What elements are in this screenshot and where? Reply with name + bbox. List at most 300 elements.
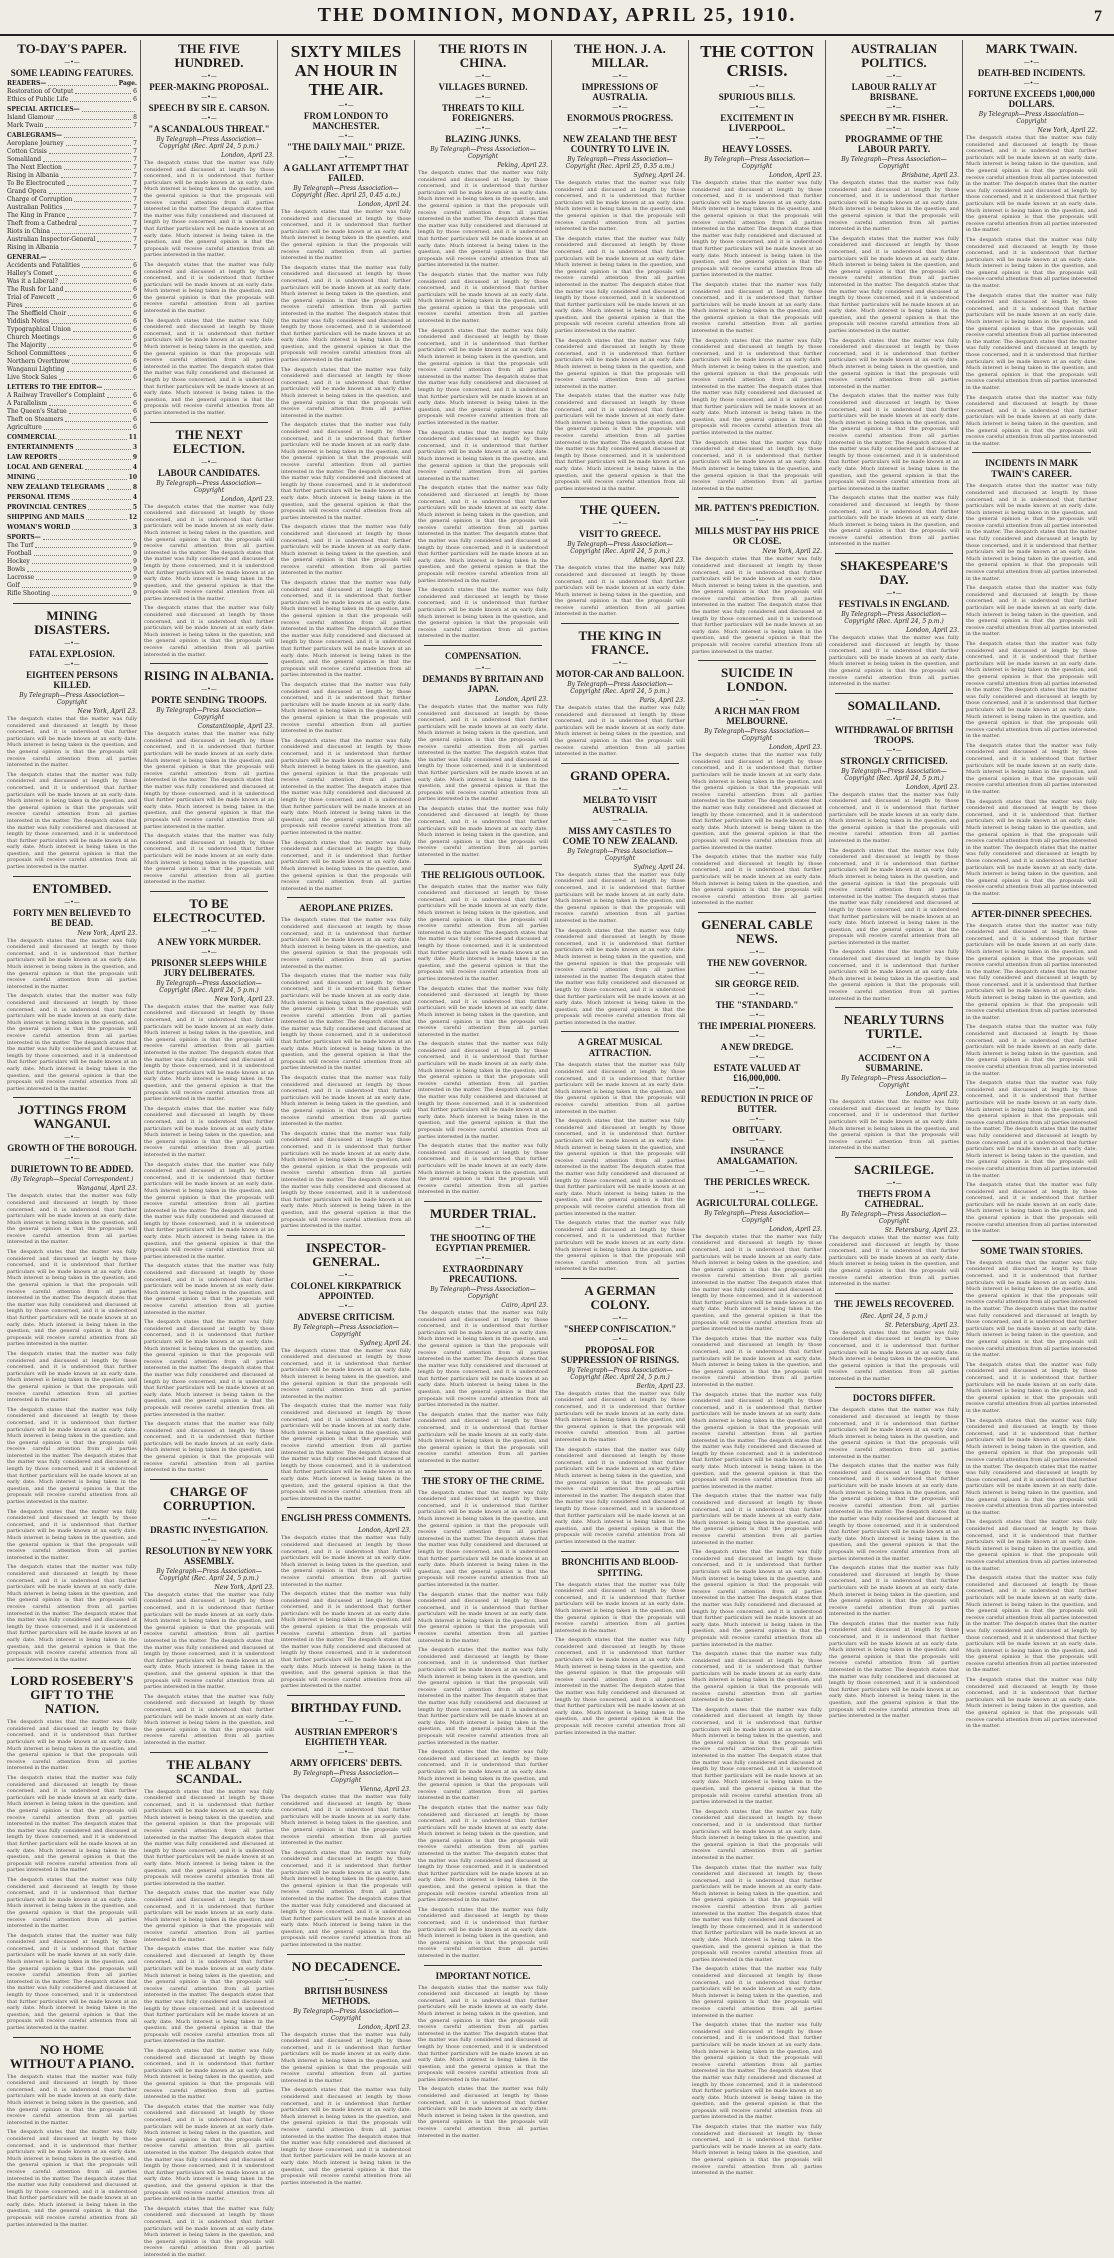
article-paragraph: The despatch states that the matter was fully considered and discussed at length by those concerned, and it is understood that further particulars will be made known at an early date. Much interest is being taken in the question, and the general opinion is that the proposals will receive careful attention from all parties interested in the matter. (7, 1193, 137, 1246)
article (144, 891, 274, 1474)
index-page: 5 (133, 504, 137, 512)
article-paragraph: The despatch states that the matter was fully considered and discussed at length by those concerned, and it is understood that further particulars will be made known at an early date. Much interest is being taken in the question, and the general opinion is that the proposals will receive careful attention from all parties interested in the matter. The despatch states that the matter was fully considered and discussed at length by those concerned, and it is understood that further particulars will be made known at an early date. Much interest is being taken in the question, and the general opinion is that the proposals will receive careful attention from all parties interested in the matter. (555, 1118, 685, 1217)
index-page: 6 (133, 350, 137, 358)
article-place-date: London, April 23. (144, 496, 274, 503)
article-paragraph: The despatch states that the matter was fully considered and discussed at length by those concerned, and it is understood that further particulars will be made known at an early date. Much interest is being taken in the question, and the general opinion is that the proposals will receive careful attention from all parties interested in the matter. The despatch states that the matter was fully considered and discussed at length by those concerned, and it is understood that further particulars will be made known at an early date. Much interest is being taken in the question, and the general opinion is that the proposals will receive careful attention from all parties interested in the matter. (281, 2087, 411, 2186)
article-divider (150, 663, 268, 664)
article-divider (972, 1240, 1091, 1241)
ornament-rule: —•— (281, 102, 411, 109)
article-paragraph: The despatch states that the matter was fully considered and discussed at length by those concerned, and it is understood that further particulars will be made known at an early date. Much interest is being taken in the question, and the general opinion is that the proposals will receive careful attention from all parties interested in the matter. (555, 1062, 685, 1115)
article-subheading: COLONEL KIRKPATRICK APPOINTED. (281, 1281, 411, 1301)
index-label: The Majority (7, 342, 46, 350)
article-subheading: BLAZING JUNKS. (418, 134, 548, 144)
article-headline: THE NEXT ELECTION. (144, 428, 274, 456)
index-label: A Parallelism (7, 400, 47, 408)
article-divider (835, 1387, 953, 1388)
article-subheading: PROPOSAL FOR SUPPRESSION OF RISINGS. (555, 1345, 685, 1365)
article-headline: DOCTORS DIFFER. (829, 1393, 959, 1404)
index-leader (67, 212, 131, 218)
article-subheading: THE PERICLES WRECK. (692, 1177, 822, 1187)
index-label: SPECIAL ARTICLES— (7, 106, 80, 114)
article-headline: SOME TWAIN STORIES. (966, 1246, 1097, 1257)
index-label: Island Glamour (7, 114, 54, 122)
article-paragraph: The despatch states that the matter was fully considered and discussed at length by those concerned, and it is understood that further particulars will be made known at an early date. Much interest is being taken in the question, and the general opinion is that the proposals will receive careful attention from all parties interested in the matter. (418, 430, 548, 483)
article-paragraph: The despatch states that the matter was fully considered and discussed at length by those concerned, and it is understood that further particulars will be made known at an early date. Much interest is being taken in the question, and the general opinion is that the proposals will receive careful attention from all parties interested in the matter. The despatch states that the matter was fully considered and discussed at length by those concerned, and it is understood that further particulars will be made known at an early date. Much interest is being taken in the question, and the general opinion is that the proposals will receive careful attention from all parties interested in the matter. (418, 884, 548, 983)
article-paragraph: The despatch states that the matter was fully considered and discussed at length by those concerned, and it is understood that further particulars will be made known at an early date. Much interest is being taken in the question, and the general opinion is that the proposals will receive careful attention from all parties interested in the matter. The despatch states that the matter was fully considered and discussed at length by those concerned, and it is understood that further particulars will be made known at an early date. Much interest is being taken in the question, and the general opinion is that the proposals will receive careful attention from all parties interested in the matter. (829, 848, 959, 947)
index-label: School Committees (7, 350, 66, 358)
article (555, 763, 685, 1027)
index-leader (35, 542, 131, 548)
article-paragraph: The despatch states that the matter was fully considered and discussed at length by those concerned, and it is understood that further particulars will be made known at an early date. Much interest is being taken in the question, and the general opinion is that the proposals will receive careful attention from all parties interested in the matter. (7, 1719, 137, 1772)
article-paragraph: The despatch states that the matter was fully considered and discussed at length by those concerned, and it is understood that further particulars will be made known at an early date. Much interest is being taken in the question, and the general opinion is that the proposals will receive careful attention from all parties interested in the matter. (692, 440, 822, 493)
article-paragraph: The despatch states that the matter was fully considered and discussed at length by those concerned, and it is understood that further particulars will be made known at an early date. Much interest is being taken in the question, and the general opinion is that the proposals will receive careful attention from all parties interested in the matter. The despatch states that the matter was fully considered and discussed at length by those concerned, and it is understood that further particulars will be made known at an early date. Much interest is being taken in the question, and the general opinion is that the proposals will receive careful attention from all parties interested in the matter. (144, 318, 274, 417)
article-dateline: By Telegraph—Press Association—Copyright (Rec. April 25, 0.45 a.m.) (281, 185, 411, 199)
index-label: Bowls (7, 566, 25, 574)
article-subheading: THEFTS FROM A CATHEDRAL. (829, 1189, 959, 1209)
article-paragraph: The despatch states that the matter was fully considered and discussed at length by those concerned, and it is understood that further particulars will be made known at an early date. Much interest is being taken in the question, and the general opinion is that the proposals will receive careful attention from all parties interested in the matter. The despatch states that the matter was fully considered and discussed at length by those concerned, and it is understood that further particulars will be made known at an early date. Much interest is being taken in the question, and the general opinion is that the proposals will receive careful attention from all parties interested in the matter. (966, 1418, 1097, 1517)
article-paragraph: The despatch states that the matter was fully considered and discussed at length by those concerned, and it is understood that further particulars will be made known at an early date. Much interest is being taken in the question, and the general opinion is that the proposals will receive careful attention from all parties interested in the matter. (966, 743, 1097, 796)
index-leader (36, 574, 131, 580)
index-label: Somaliland (7, 156, 41, 164)
article-dateline: By Telegraph—Press Association—Copyright (829, 156, 959, 170)
article-subheading: LABOUR CANDIDATES. (144, 468, 274, 478)
article-paragraph: The despatch states that the matter was fully considered and discussed at length by those concerned, and it is understood that further particulars will be made known at an early date. Much interest is being taken in the question, and the general opinion is that the proposals will receive careful attention from all parties interested in the matter. The despatch states that the matter was fully considered and discussed at length by those concerned, and it is understood that further particulars will be made known at an early date. Much interest is being taken in the question, and the general opinion is that the proposals will receive careful attention from all parties interested in the matter. (829, 1463, 959, 1562)
article-paragraph: The despatch states that the matter was fully considered and discussed at length by those concerned, and it is understood that further particulars will be made known at an early date. Much interest is being taken in the question, and the general opinion is that the proposals will receive careful attention from all parties interested in the matter. (418, 806, 548, 859)
ornament-rule: —•— (418, 1255, 548, 1262)
article-headline: NO DECADENCE. (281, 1960, 411, 1974)
ornament-rule: —•— (692, 1033, 822, 1040)
index-entry (7, 326, 137, 334)
article-paragraph: The despatch states that the matter was fully considered and discussed at length by those concerned, and it is understood that further particulars will be made known at an early date. Much interest is being taken in the question, and the general opinion is that the proposals will receive careful attention from all parties interested in the matter. The despatch states that the matter was fully considered and discussed at length by those concerned, and it is understood that further particulars will be made known at an early date. Much interest is being taken in the question, and the general opinion is that the proposals will receive careful attention from all parties interested in the matter. (966, 135, 1097, 234)
article-headline: SIXTY MILES AN HOUR IN THE AIR. (281, 42, 411, 99)
index-entry (7, 350, 137, 358)
ornament-rule: —•— (692, 135, 822, 142)
index-entry (7, 262, 137, 270)
index-entry (7, 188, 137, 196)
article-subheading: ACCIDENT ON A SUBMARINE. (829, 1053, 959, 1073)
index-label: Theft on Steamers (7, 416, 63, 424)
article (281, 1695, 411, 1949)
index-entry (7, 294, 137, 302)
ornament-rule: —•— (692, 104, 822, 111)
ornament-rule: —•— (555, 125, 685, 132)
article-headline: ENTOMBED. (7, 882, 137, 896)
article-paragraph: The despatch states that the matter was fully considered and discussed at length by those concerned, and it is understood that further particulars will be made known at an early date. Much interest is being taken in the question, and the general opinion is that the proposals will receive careful attention from all parties interested in the matter. (692, 1651, 822, 1704)
article-paragraph: The despatch states that the matter was fully considered and discussed at length by those concerned, and it is understood that further particulars will be made known at an early date. Much interest is being taken in the question, and the general opinion is that the proposals will receive careful attention from all parties interested in the matter. The despatch states that the matter was fully considered and discussed at length by those concerned, and it is understood that further particulars will be made known at an early date. Much interest is being taken in the question, and the general opinion is that the proposals will receive careful attention from all parties interested in the matter. (966, 641, 1097, 740)
article-paragraph: The despatch states that the matter was fully considered and discussed at length by those concerned, and it is understood that further particulars will be made known at an early date. Much interest is being taken in the question, and the general opinion is that the proposals will receive careful attention from all parties interested in the matter. The despatch states that the matter was fully considered and discussed at length by those concerned, and it is understood that further particulars will be made known at an early date. Much interest is being taken in the question, and the general opinion is that the proposals will receive careful attention from all parties interested in the matter. (281, 1403, 411, 1502)
index-label: Live Stock Sales (7, 374, 57, 382)
ornament-rule: —•— (144, 94, 274, 101)
index-page: 9 (133, 542, 137, 550)
article-paragraph: The despatch states that the matter was fully considered and discussed at length by those concerned, and it is understood that further particulars will be made known at an early date. Much interest is being taken in the question, and the general opinion is that the proposals will receive careful attention from all parties interested in the matter. (692, 1809, 822, 1862)
article-dateline: By Telegraph—Press Association—Copyright (966, 111, 1097, 125)
index-entry (7, 534, 137, 542)
article-subheading: A NEW DREDGE. (692, 1042, 822, 1052)
index-label: Hockey (7, 558, 30, 566)
article-place-date: Athens, April 23. (555, 557, 685, 564)
article-paragraph: The despatch states that the matter was fully considered and discussed at length by those concerned, and it is understood that further particulars will be made known at an early date. Much interest is being taken in the question, and the general opinion is that the proposals will receive careful attention from all parties interested in the matter. (418, 587, 548, 640)
article-subheading: THE IMPERIAL PIONEERS. (692, 1021, 822, 1031)
article-paragraph: The despatch states that the matter was fully considered and discussed at length by those concerned, and it is understood that further particulars will be made known at an early date. Much interest is being taken in the question, and the general opinion is that the proposals will receive careful attention from all parties interested in the matter. The despatch states that the matter was fully considered and discussed at length by those concerned, and it is understood that further particulars will be made known at an early date. Much interest is being taken in the question, and the general opinion is that the proposals will receive careful attention from all parties interested in the matter. (555, 1637, 685, 1736)
index-leader (70, 96, 131, 102)
ornament-rule: —•— (829, 125, 959, 132)
index-page: 3 (133, 444, 137, 452)
article (555, 1031, 685, 1272)
ornament-rule: —•— (692, 1168, 822, 1175)
index-page: 6 (133, 310, 137, 318)
article-divider (561, 1031, 679, 1032)
index-label: Riots in China (7, 228, 50, 236)
article-subheading: GROWTH OF THE BOROUGH. (7, 1143, 137, 1153)
article (829, 1293, 959, 1383)
index-page: 12 (129, 514, 137, 522)
article-paragraph: The despatch states that the matter was fully considered and discussed at length by those concerned, and it is understood that further particulars will be made known at an early date. Much interest is being taken in the question, and the general opinion is that the proposals will receive careful attention from all parties interested in the matter. (7, 2074, 137, 2127)
index-label: The Turf (7, 542, 33, 550)
article-paragraph: The despatch states that the matter was fully considered and discussed at length by those concerned, and it is understood that further particulars will be made known at an early date. Much interest is being taken in the question, and the general opinion is that the proposals will receive careful attention from all parties interested in the matter. (281, 2032, 411, 2085)
article-paragraph: The despatch states that the matter was fully considered and discussed at length by those concerned, and it is understood that further particulars will be made known at an early date. Much interest is being taken in the question, and the general opinion is that the proposals will receive careful attention from all parties interested in the matter. (555, 1582, 685, 1635)
index-leader (75, 88, 131, 94)
article-headline: RISING IN ALBANIA. (144, 669, 274, 683)
article-paragraph: The despatch states that the matter was fully considered and discussed at length by those concerned, and it is understood that further particulars will be made known at an early date. Much interest is being taken in the question, and the general opinion is that the proposals will receive careful attention from all parties interested in the matter. The despatch states that the matter was fully considered and discussed at length by those concerned, and it is understood that further particulars will be made known at an early date. Much interest is being taken in the question, and the general opinion is that the proposals will receive careful attention from all parties interested in the matter. (418, 704, 548, 803)
article-headline: MINING DISASTERS. (7, 609, 137, 637)
article-subheading: SOME LEADING FEATURES. (7, 68, 137, 78)
index-entry (7, 424, 137, 432)
index-label: Yiddish Notes (7, 318, 49, 326)
article-paragraph: The despatch states that the matter was fully considered and discussed at length by those concerned, and it is understood that further particulars will be made known at an early date. Much interest is being taken in the question, and the general opinion is that the proposals will receive careful attention from all parties interested in the matter. The despatch states that the matter was fully considered and discussed at length by those concerned, and it is understood that further particulars will be made known at an early date. Much interest is being taken in the question, and the general opinion is that the proposals will receive careful attention from all parties interested in the matter. (692, 2022, 822, 2121)
article-divider (561, 1551, 679, 1552)
article-paragraph: The despatch states that the matter was fully considered and discussed at length by those concerned, and it is understood that further particulars will be made known at an early date. Much interest is being taken in the question, and the general opinion is that the proposals will receive careful attention from all parties interested in the matter. (829, 1565, 959, 1618)
article-headline: THE JEWELS RECOVERED. (829, 1299, 959, 1310)
index-page: 7 (133, 212, 137, 220)
article (144, 1479, 274, 1747)
article-subheading: AUSTRIAN EMPEROR'S EIGHTIETH YEAR. (281, 1727, 411, 1747)
article-subheading: EXCITEMENT IN LIVERPOOL. (692, 113, 822, 133)
ornament-rule: —•— (829, 590, 959, 597)
article-place-date: New York, April 22. (966, 127, 1097, 134)
column-1 (4, 40, 141, 1634)
index-leader (32, 558, 131, 564)
article-place-date: St. Petersburg, April 23. (829, 1322, 959, 1329)
article-subheading: THE NEW GOVERNOR. (692, 958, 822, 968)
article-paragraph: The despatch states that the matter was fully considered and discussed at length by those concerned, and it is understood that further particulars will be made known at an early date. Much interest is being taken in the question, and the general opinion is that the proposals will receive careful attention from all parties interested in the matter. The despatch states that the matter was fully considered and discussed at length by those concerned, and it is understood that further particulars will be made known at an early date. Much interest is being taken in the question, and the general opinion is that the proposals will receive careful attention from all parties interested in the matter. (966, 293, 1097, 392)
index-label: Football (7, 550, 32, 558)
index-entry (7, 310, 137, 318)
article-place-date: London, April 23. (692, 1226, 822, 1233)
article-divider (13, 1097, 131, 1098)
index-page: 6 (133, 374, 137, 382)
ornament-rule: —•— (829, 104, 959, 111)
index-entry (7, 132, 137, 140)
article-divider (561, 763, 679, 764)
index-entry (7, 196, 137, 204)
ornament-rule: —•— (692, 517, 822, 524)
index-leader (27, 566, 131, 572)
article (144, 1752, 274, 2258)
index-page: 4 (133, 494, 137, 502)
index-leader (64, 164, 131, 170)
article-subheading: RESOLUTION BY NEW YORK ASSEMBLY. (144, 1546, 274, 1566)
index-page: 6 (133, 262, 137, 270)
article-paragraph: The despatch states that the matter was fully considered and discussed at length by those concerned, and it is understood that further particulars will be made known at an early date. Much interest is being taken in the question, and the general opinion is that the proposals will receive careful attention from all parties interested in the matter. (829, 635, 959, 688)
article-paragraph: The despatch states that the matter was fully considered and discussed at length by those concerned, and it is understood that further particulars will be made known at an early date. Much interest is being taken in the question, and the general opinion is that the proposals will receive careful attention from all parties interested in the matter. (281, 1794, 411, 1847)
article-subheading: ADVERSE CRITICISM. (281, 1312, 411, 1322)
index-page: 6 (133, 294, 137, 302)
ornament-rule: —•— (281, 1303, 411, 1310)
article-place-date: St. Petersburg, April 23. (829, 1227, 959, 1234)
article-paragraph: The despatch states that the matter was fully considered and discussed at length by those concerned, and it is understood that further particulars will be made known at an early date. Much interest is being taken in the question, and the general opinion is that the proposals will receive careful attention from all parties interested in the matter. (966, 395, 1097, 448)
article-dateline: By Telegraph—Press Association—Copyright (692, 728, 822, 742)
ornament-rule: —•— (418, 665, 548, 672)
index-page: 6 (133, 416, 137, 424)
article (418, 1201, 548, 1465)
ornament-rule: —•— (829, 716, 959, 723)
index-label: Rising in Albania (7, 172, 59, 180)
index-label: Ethics of Public Life (7, 96, 68, 104)
article-subheading: FESTIVALS IN ENGLAND. (829, 599, 959, 609)
article-paragraph: The despatch states that the matter was fully considered and discussed at length by those concerned, and it is understood that further particulars will be made known at an early date. Much interest is being taken in the question, and the general opinion is that the proposals will receive careful attention from all parties interested in the matter. (281, 840, 411, 893)
article-subheading: AGRICULTURAL COLLEGE. (692, 1198, 822, 1208)
ornament-rule: —•— (966, 80, 1097, 87)
index-label: MINING (7, 474, 35, 482)
article-paragraph: The despatch states that the matter was fully considered and discussed at length by those concerned, and it is understood that further particulars will be made known at an early date. Much interest is being taken in the question, and the general opinion is that the proposals will receive careful attention from all parties interested in the matter. (281, 1348, 411, 1401)
index-leader (34, 550, 131, 556)
article-paragraph: The despatch states that the matter was fully considered and discussed at length by those concerned, and it is understood that further particulars will be made known at an early date. Much interest is being taken in the question, and the general opinion is that the proposals will receive careful attention from all parties interested in the matter. The despatch states that the matter was fully considered and discussed at length by those concerned, and it is understood that further particulars will be made known at an early date. Much interest is being taken in the question, and the general opinion is that the proposals will receive careful attention from all parties interested in the matter. (418, 1041, 548, 1140)
ornament-rule: —•— (692, 970, 822, 977)
article-divider (835, 693, 953, 694)
index-page: 6 (133, 96, 137, 104)
article-paragraph: The despatch states that the matter was fully considered and discussed at length by those concerned, and it is understood that further particulars will be made known at an early date. Much interest is being taken in the question, and the general opinion is that the proposals will receive careful attention from all parties interested in the matter. The despatch states that the matter was fully considered and discussed at length by those concerned, and it is understood that further particulars will be made known at an early date. Much interest is being taken in the question, and the general opinion is that the proposals will receive careful attention from all parties interested in the matter. (692, 1707, 822, 1806)
article-paragraph: The despatch states that the matter was fully considered and discussed at length by those concerned, and it is understood that further particulars will be made known at an early date. Much interest is being taken in the question, and the general opinion is that the proposals will receive careful attention from all parties interested in the matter. The despatch states that the matter was fully considered and discussed at length by those concerned, and it is understood that further particulars will be made known at an early date. Much interest is being taken in the question, and the general opinion is that the proposals will receive careful attention from all parties interested in the matter. (7, 2129, 137, 2228)
index-entry (7, 416, 137, 424)
article-subheading: LABOUR RALLY AT BRISBANE. (829, 82, 959, 102)
article-place-date: Sydney, April 24. (281, 1340, 411, 1347)
ornament-rule: —•— (144, 459, 274, 466)
article-headline: THE STORY OF THE CRIME. (418, 1476, 548, 1487)
article-headline: THE COTTON CRISIS. (692, 42, 822, 80)
index-label: COMMERCIAL (7, 434, 56, 442)
column-8 (963, 40, 1100, 1634)
article-paragraph: The despatch states that the matter was fully considered and discussed at length by those concerned, and it is understood that further particulars will be made known at an early date. Much interest is being taken in the question, and the general opinion is that the proposals will receive careful attention from all parties interested in the matter. The despatch states that the matter was fully considered and discussed at length by those concerned, and it is understood that further particulars will be made known at an early date. Much interest is being taken in the question, and the general opinion is that the proposals will receive careful attention from all parties interested in the matter. (144, 1592, 274, 1691)
index-leader (65, 416, 131, 422)
index-entry (7, 204, 137, 212)
index-entry (7, 342, 137, 350)
article (829, 1007, 959, 1152)
article-paragraph: The despatch states that the matter was fully considered and discussed at length by those concerned, and it is understood that further particulars will be made known at an early date. Much interest is being taken in the question, and the general opinion is that the proposals will receive careful attention from all parties interested in the matter. The despatch states that the matter was fully considered and discussed at length by those concerned, and it is understood that further particulars will be made known at an early date. Much interest is being taken in the question, and the general opinion is that the proposals will receive careful attention from all parties interested in the matter. (7, 1407, 137, 1506)
index-leader (85, 464, 131, 470)
article-paragraph: The despatch states that the matter was fully considered and discussed at length by those concerned, and it is understood that further particulars will be made known at an early date. Much interest is being taken in the question, and the general opinion is that the proposals will receive careful attention from all parties interested in the matter. (7, 1877, 137, 1930)
index-label: SHIPPING AND MAILS (7, 514, 84, 522)
index-page: 8 (133, 114, 137, 122)
article-paragraph: The despatch states that the matter was fully considered and discussed at length by those concerned, and it is understood that further particulars will be made known at an early date. Much interest is being taken in the question, and the general opinion is that the proposals will receive careful attention from all parties interested in the matter. The despatch states that the matter was fully considered and discussed at length by those concerned, and it is understood that further particulars will be made known at an early date. Much interest is being taken in the question, and the general opinion is that the proposals will receive careful attention from all parties interested in the matter. (692, 1234, 822, 1333)
article-paragraph: The despatch states that the matter was fully considered and discussed at length by those concerned, and it is understood that further particulars will be made known at an early date. Much interest is being taken in the question, and the general opinion is that the proposals will receive careful attention from all parties interested in the matter. The despatch states that the matter was fully considered and discussed at length by those concerned, and it is understood that further particulars will be made known at an early date. Much interest is being taken in the question, and the general opinion is that the proposals will receive careful attention from all parties interested in the matter. (144, 1946, 274, 2045)
article-headline: IMPORTANT NOTICE. (418, 1971, 548, 1982)
index-label: Church Meetings (7, 334, 60, 342)
index-page: 9 (133, 550, 137, 558)
article-headline: SOMALILAND. (829, 699, 959, 713)
article-paragraph: The despatch states that the matter was fully considered and discussed at length by those concerned, and it is understood that further particulars will be made known at an early date. Much interest is being taken in the question, and the general opinion is that the proposals will receive careful attention from all parties interested in the matter. (7, 716, 137, 769)
index-entry (7, 236, 137, 244)
index-leader (66, 140, 132, 146)
page-number: 7 (1094, 8, 1102, 26)
index-leader (43, 534, 135, 540)
article-subheading: OBITUARY. (692, 1125, 822, 1135)
index-leader (58, 434, 126, 440)
article-paragraph: The despatch states that the matter was fully considered and discussed at length by those concerned, and it is understood that further particulars will be made known at an early date. Much interest is being taken in the question, and the general opinion is that the proposals will receive careful attention from all parties interested in the matter. The despatch states that the matter was fully considered and discussed at length by those concerned, and it is understood that further particulars will be made known at an early date. Much interest is being taken in the question, and the general opinion is that the proposals will receive careful attention from all parties interested in the matter. (966, 799, 1097, 898)
article-paragraph: The despatch states that the matter was fully considered and discussed at length by those concerned, and it is understood that further particulars will be made known at an early date. Much interest is being taken in the question, and the general opinion is that the proposals will receive careful attention from all parties interested in the matter. The despatch states that the matter was fully considered and discussed at length by those concerned, and it is understood that further particulars will be made known at an early date. Much interest is being taken in the question, and the general opinion is that the proposals will receive careful attention from all parties interested in the matter. (281, 265, 411, 364)
index-entry (7, 474, 137, 482)
article-headline: THE KING IN FRANCE. (555, 629, 685, 657)
index-label: A Railway Traveller's Complaint (7, 392, 105, 400)
article-divider (424, 1470, 542, 1471)
article-headline: INCIDENTS IN MARK TWAIN'S CAREER. (966, 458, 1097, 480)
article-divider (698, 497, 816, 498)
index-page: 9 (133, 558, 137, 566)
article (418, 1965, 548, 2140)
article-place-date: New York, April 23. (7, 708, 137, 715)
index-entry (7, 156, 137, 164)
article-divider (561, 623, 679, 624)
index-leader (49, 254, 135, 260)
index-leader (22, 582, 132, 588)
article-paragraph: The despatch states that the matter was fully considered and discussed at length by those concerned, and it is understood that further particulars will be made known at an early date. Much interest is being taken in the question, and the general opinion is that the proposals will receive careful attention from all parties interested in the matter. (829, 180, 959, 233)
article (966, 42, 1097, 447)
index-label: SPORTS— (7, 534, 41, 542)
index-page: 6 (133, 326, 137, 334)
column-2 (141, 40, 278, 1634)
index-entry (7, 114, 137, 122)
article-subheading: THE SHOOTING OF THE EGYPTIAN PREMIER. (418, 1233, 548, 1253)
index-leader (88, 504, 131, 510)
index-leader (57, 294, 131, 300)
index-label: LAW REPORTS (7, 454, 57, 462)
ornament-rule: —•— (555, 817, 685, 824)
article-place-date: New York, April 23. (144, 996, 274, 1003)
index-label: Restoration of Output (7, 88, 73, 96)
article-dateline: By Telegraph—Press Association—Copyright (692, 1210, 822, 1224)
article-headline: THE QUEEN. (555, 503, 685, 517)
article-subheading: ENORMOUS PROGRESS. (555, 113, 685, 123)
article (555, 497, 685, 618)
newspaper-title: THE DOMINION, MONDAY, APRIL 25, 1910. (0, 4, 1114, 27)
ornament-rule: —•— (7, 1155, 137, 1162)
article-paragraph: The despatch states that the matter was fully considered and discussed at length by those concerned, and it is understood that further particulars will be made known at an early date. Much interest is being taken in the question, and the general opinion is that the proposals will receive careful attention from all parties interested in the matter. (144, 2206, 274, 2258)
article-paragraph: The despatch states that the matter was fully considered and discussed at length by those concerned, and it is understood that further particulars will be made known at an early date. Much interest is being taken in the question, and the general opinion is that the proposals will receive careful attention from all parties interested in the matter. The despatch states that the matter was fully considered and discussed at length by those concerned, and it is understood that further particulars will be made known at an early date. Much interest is being taken in the question, and the general opinion is that the proposals will receive careful attention from all parties interested in the matter. (692, 1865, 822, 1964)
index-entry (7, 464, 137, 472)
article (7, 1097, 137, 1663)
index-page: 9 (133, 582, 137, 590)
index-label: WOMAN'S WORLD (7, 524, 70, 532)
index-label: Agriculture (7, 424, 42, 432)
index-leader (49, 148, 131, 154)
article-headline: GRAND OPERA. (555, 769, 685, 783)
article-divider (13, 603, 131, 604)
index-leader (61, 172, 131, 178)
newspaper-page (4, 40, 1110, 1634)
article (281, 897, 411, 1229)
article-paragraph: The despatch states that the matter was fully considered and discussed at length by those concerned, and it is understood that further particulars will be made known at an early date. Much interest is being taken in the question, and the general opinion is that the proposals will receive careful attention from all parties interested in the matter. (829, 949, 959, 1002)
ornament-rule: —•— (418, 1224, 548, 1231)
ornament-rule: —•— (555, 660, 685, 667)
article-dateline: By Telegraph—Press Association—Copyright (281, 2008, 411, 2022)
index-label: CABLEGRAMS— (7, 132, 62, 140)
index-label: Aeroplane Journey (7, 140, 64, 148)
article-divider (698, 912, 816, 913)
article (555, 42, 685, 492)
index-leader (65, 286, 131, 292)
index-label: The Sheffield Choir (7, 310, 66, 318)
article-headline: A GREAT MUSICAL ATTRACTION. (555, 1037, 685, 1059)
index-page: 7 (133, 140, 137, 148)
index-leader (56, 114, 131, 120)
index-leader (49, 188, 132, 194)
index-entry (7, 558, 137, 566)
article-divider (835, 1293, 953, 1294)
article-divider (972, 903, 1091, 904)
index-label: Lacrosse (7, 574, 34, 582)
index-page: 6 (133, 318, 137, 326)
article-paragraph: The despatch states that the matter was fully considered and discussed at length by those concerned, and it is understood that further particulars will be made known at an early date. Much interest is being taken in the question, and the general opinion is that the proposals will receive careful attention from all parties interested in the matter. (281, 367, 411, 420)
index-leader (49, 400, 131, 406)
ornament-rule: —•— (555, 73, 685, 80)
article-headline: INSPECTOR-GENERAL. (281, 1241, 411, 1269)
index-entry (7, 514, 137, 522)
article-divider (424, 1201, 542, 1202)
article-paragraph: The despatch states that the matter was fully considered and discussed at length by those concerned, and it is understood that further particulars will be made known at an early date. Much interest is being taken in the question, and the general opinion is that the proposals will receive careful attention from all parties interested in the matter. (418, 1143, 548, 1196)
article-paragraph: The despatch states that the matter was fully considered and discussed at length by those concerned, and it is understood that further particulars will be made known at an early date. Much interest is being taken in the question, and the general opinion is that the proposals will receive careful attention from all parties interested in the matter. (418, 1592, 548, 1645)
article-place-date: Brisbane, April 23. (829, 172, 959, 179)
index-page: 9 (133, 590, 137, 598)
article (966, 1240, 1097, 1730)
article-place-date: London, April 23. (692, 172, 822, 179)
article-headline: SUICIDE IN LONDON. (692, 666, 822, 694)
index-page: 7 (133, 148, 137, 156)
article (7, 2037, 137, 2229)
index-label: Rifle Shooting (7, 590, 50, 598)
article-dateline: By Telegraph—Press Association—Copyright (144, 480, 274, 494)
article (829, 1387, 959, 1719)
index-page: 6 (133, 342, 137, 350)
article-paragraph: The despatch states that the matter was fully considered and discussed at length by those concerned, and it is understood that further particulars will be made known at an early date. Much interest is being taken in the question, and the general opinion is that the proposals will receive careful attention from all parties interested in the matter. The despatch states that the matter was fully considered and discussed at length by those concerned, and it is understood that further particulars will be made known at an early date. Much interest is being taken in the question, and the general opinion is that the proposals will receive careful attention from all parties interested in the matter. (281, 973, 411, 1072)
index-leader (64, 204, 131, 210)
ornament-rule: —•— (692, 1189, 822, 1196)
index-page: 6 (133, 270, 137, 278)
article-place-date: Wanganui, April 23. (7, 1185, 137, 1192)
index-label: Golf (7, 582, 20, 590)
index-label: Grand Opera (7, 188, 47, 196)
article-subheading: FROM LONDON TO MANCHESTER. (281, 111, 411, 131)
index-entry (7, 454, 137, 462)
index-page: 7 (133, 196, 137, 204)
article-paragraph: The despatch states that the matter was fully considered and discussed at length by those concerned, and it is understood that further particulars will be made known at an early date. Much interest is being taken in the question, and the general opinion is that the proposals will receive careful attention from all parties interested in the matter. The despatch states that the matter was fully considered and discussed at length by those concerned, and it is understood that further particulars will be made known at an early date. Much interest is being taken in the question, and the general opinion is that the proposals will receive careful attention from all parties interested in the matter. (418, 1490, 548, 1589)
article-paragraph: The despatch states that the matter was fully considered and discussed at length by those concerned, and it is understood that further particulars will be made known at an early date. Much interest is being taken in the question, and the general opinion is that the proposals will receive careful attention from all parties interested in the matter. (281, 524, 411, 577)
article-place-date: Constantinople, April 23. (144, 723, 274, 730)
article-subheading: DURIETOWN TO BE ADDED. (7, 1164, 137, 1174)
ornament-rule: —•— (144, 115, 274, 122)
ornament-rule: —•— (829, 1180, 959, 1187)
article-place-date: London, April 23. (418, 696, 548, 703)
index-label: Mark Twain (7, 122, 43, 130)
index-entry (7, 334, 137, 342)
article-dateline: By Telegraph—Press Association—Copyright (692, 156, 822, 170)
index-page: 7 (133, 244, 137, 252)
index-label: Fires (7, 302, 23, 310)
index-leader (68, 350, 131, 356)
article-headline: THE RIOTS IN CHINA. (418, 42, 548, 70)
article-dateline: By Telegraph—Press Association—Copyright (418, 146, 548, 160)
index-entry (7, 212, 137, 220)
article-divider (150, 1752, 268, 1753)
article-paragraph: The despatch states that the matter was fully considered and discussed at length by those concerned, and it is understood that further particulars will be made known at an early date. Much interest is being taken in the question, and the general opinion is that the proposals will receive careful attention from all parties interested in the matter. The despatch states that the matter was fully considered and discussed at length by those concerned, and it is understood that further particulars will be made known at an early date. Much interest is being taken in the question, and the general opinion is that the proposals will receive careful attention from all parties interested in the matter. (555, 1447, 685, 1546)
